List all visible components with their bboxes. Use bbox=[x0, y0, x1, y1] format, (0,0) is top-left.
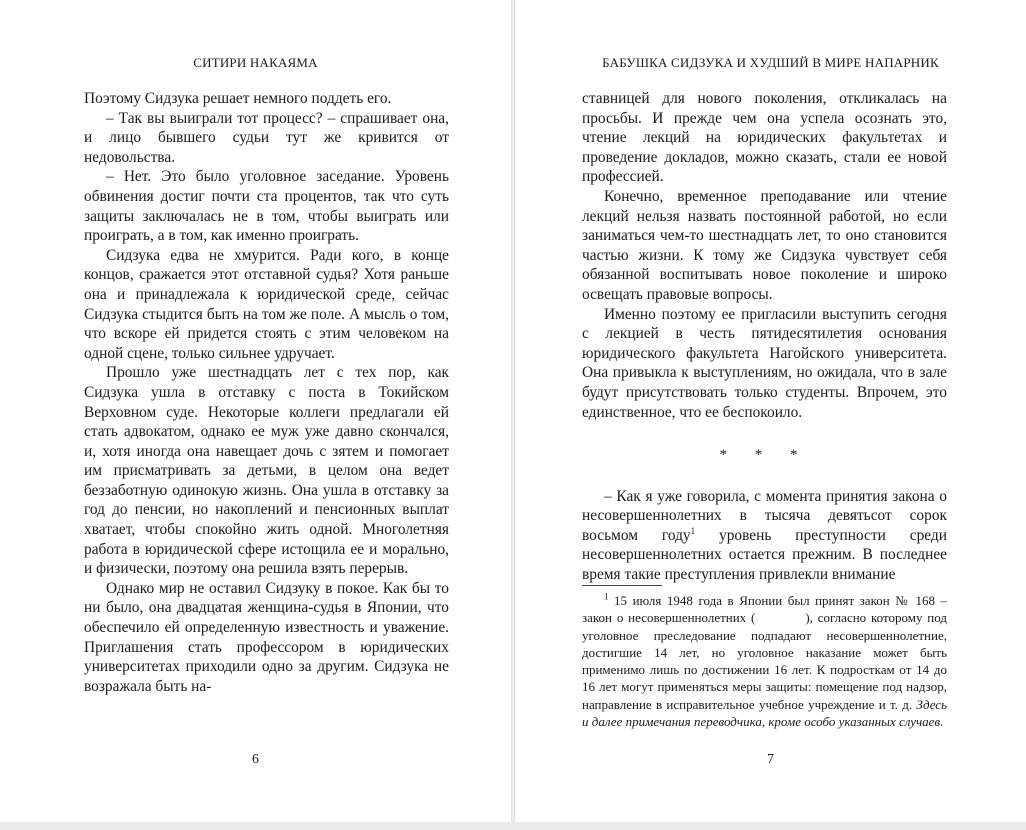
page-number: 6 bbox=[252, 752, 259, 767]
left-page bbox=[0, 0, 511, 822]
running-head-author: СИТИРИ НАКАЯМА bbox=[193, 55, 318, 70]
paragraph: Прошло уже шестнадцать лет с тех пор, как Сидзука ушла в отставку с поста в Токийском Верховном суде. Некоторые коллеги предлагали ей стать адвокатом, однако ее муж уже давно скончался, и, хотя иногда она навещает дочь с зятем и помогает им присматривать за детьми, в целом она ведет беззаботную одинокую жизнь. Она ушла в отставку за год до пенсии, но накоплений и пенсионных выплат хватает, чтобы спокойно жить одной. Многолетняя работа в юридической сфере истощила ее и морально, и физически, поэтому она решила взять перерыв. bbox=[84, 364, 449, 578]
paragraph: Сидзука едва не хмурится. Ради кого, в конце концов, сражается этот отставной судья? Хотя раньше она и принадлежала к юридической среде, сейчас Сидзука стыдится быть на том же поле. А мысль о том, что вскоре ей придется стоять с этим человеком на одной сцене, только сильнее удручает. bbox=[84, 246, 449, 362]
paragraph: ставницей для нового поколения, откликалась на просьбы. И прежде чем она успела осознать это, чтение лекций на юридических факультетах и проведение докладов, можно сказать, стали ее новой профессией. bbox=[582, 90, 947, 186]
footnote-text: ), согласно которому под уголовное преследование подпадают несовершеннолетние, достигшие 14 лет, но уголовное наказание может быть применимо лишь по достижении 16 лет. К подросткам от 14 до 16 лет могут применяться меры защиты: помещение под надзор, направление в исправительное учебное учреждение и т. д. bbox=[582, 610, 947, 712]
scene-break: * * * bbox=[719, 447, 810, 464]
page-number: 7 bbox=[767, 752, 774, 767]
dialogue-text: уровень преступности среди несовершеннолетних остается прежним. В последнее время такие преступления привлекли внимание bbox=[582, 526, 947, 584]
footnote bbox=[582, 592, 947, 730]
footnote-text: 15 июля 1948 года в Японии был принят закон № 168 – закон о несовершеннолетних ( bbox=[582, 593, 947, 626]
paragraph: – Нет. Это было уголовное заседание. Уровень обвинения достиг почти ста процентов, так что суть защиты заключалась не в том, чтобы выиграть или проиграть, а в том, как именно проиграть. bbox=[84, 168, 449, 245]
dialogue-text: – Как я уже говорила, с момента принятия закона о несовершеннолетних в тысяча девятьсот сорок восьмом году bbox=[582, 487, 947, 544]
footnote-rule bbox=[582, 585, 662, 586]
translator-note: Здесь и далее примечания переводчика, кроме особо указанных случаев. bbox=[582, 696, 947, 730]
right-text-column bbox=[582, 89, 947, 585]
right-page bbox=[515, 0, 1026, 822]
footnote-marker: 1 bbox=[604, 591, 609, 602]
paragraph: Поэтому Сидзука решает немного поддеть его. bbox=[84, 90, 392, 107]
left-text-column bbox=[84, 89, 449, 696]
bottom-edge bbox=[0, 822, 1026, 830]
paragraph-dialogue bbox=[582, 487, 947, 585]
paragraph: – Так вы выиграли тот процесс? – спрашивает она, и лицо бывшего судьи тут же кривится от недовольства. bbox=[84, 109, 449, 166]
paragraph: Однако мир не оставил Сидзуку в покое. Как бы то ни было, она двадцатая женщина-судья в Японии, что обеспечило ей определенную известность и уважение. Приглашения стать профессором в юридических университетах приходили одно за другим. Сидзука не возражала быть на- bbox=[84, 579, 449, 695]
running-head-title: БАБУШКА СИДЗУКА И ХУДШИЙ В МИРЕ НАПАРНИК bbox=[602, 55, 939, 70]
footnote-paragraph bbox=[582, 592, 947, 730]
footnote-reference[interactable]: 1 bbox=[690, 525, 696, 536]
paragraph: Конечно, временное преподавание или чтение лекций нельзя назвать постоянной работой, но если заниматься чем-то шестнадцать лет, то оно становится частью жизни. К тому же Сидзука чувствует себя обязанной воспитывать новое поколение и широко освещать правовые вопросы. bbox=[582, 187, 947, 303]
paragraph: Именно поэтому ее пригласили выступить сегодня с лекцией в честь пятидесятилетия основания юридического факультета Нагойского университета. Она привыкла к выступлениям, но ожидала, что в зале будут присутствовать только студенты. Впрочем, это единственное, что ее беспокоило. bbox=[582, 305, 947, 421]
